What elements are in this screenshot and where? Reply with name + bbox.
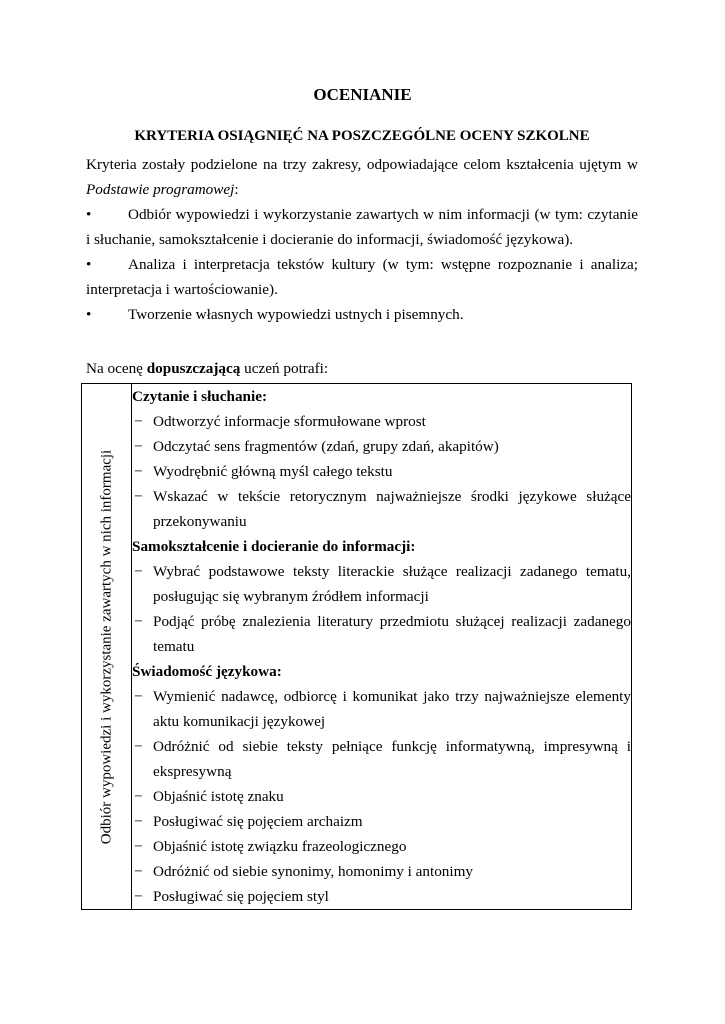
- scope-item-text: Tworzenie własnych wypowiedzi ustnych i pisemnych.: [128, 306, 464, 323]
- criteria-list: [132, 559, 631, 659]
- criteria-item-text: Odczytać sens fragmentów (zdań, grupy zdań, akapitów): [153, 438, 499, 455]
- dash-icon: −: [134, 888, 143, 905]
- intro-text: Kryteria zostały podzielone na trzy zakresy, odpowiadające celom kształcenia ujętym w: [86, 156, 638, 173]
- criteria-item: [132, 684, 631, 734]
- dash-icon: −: [134, 463, 143, 480]
- criteria-item-text: Wskazać w tekście retorycznym najważniejsze środki językowe służące przekonywaniu: [153, 488, 631, 530]
- dash-icon: −: [134, 438, 143, 455]
- criteria-item-text: Odtworzyć informacje sformułowane wprost: [153, 413, 426, 430]
- scope-item-text: Analiza i interpretacja tekstów kultury (w tym: wstępne rozpoznanie i analiza; interpretacja i wartościowanie).: [86, 256, 638, 298]
- bullet-icon: •: [86, 306, 92, 323]
- scope-item: [86, 252, 638, 302]
- section-heading: Świadomość językowa:: [132, 663, 282, 680]
- grade-name: dopuszczającą: [146, 360, 241, 377]
- page-subtitle: KRYTERIA OSIĄGNIĘĆ NA POSZCZEGÓLNE OCENY SZKOLNE: [134, 128, 590, 144]
- criteria-item: [132, 459, 631, 484]
- criteria-item: [132, 609, 631, 659]
- criteria-item: [132, 834, 631, 859]
- dash-icon: −: [134, 738, 143, 755]
- grade-intro: [86, 356, 328, 381]
- intro-text-end: :: [234, 181, 239, 198]
- dash-icon: −: [134, 863, 143, 880]
- criteria-item-text: Posługiwać się pojęciem archaizm: [153, 813, 363, 830]
- criteria-item: [132, 859, 631, 884]
- scope-item: [86, 302, 638, 327]
- criteria-item-text: Odróżnić od siebie synonimy, homonimy i antonimy: [153, 863, 474, 880]
- grade-intro-after: uczeń potrafi:: [240, 360, 329, 377]
- criteria-content-cell: [132, 384, 632, 910]
- criteria-item: [132, 884, 631, 909]
- dash-icon: −: [134, 688, 143, 705]
- criteria-item-text: Podjąć próbę znalezienia literatury przedmiotu służącej realizacji zadanego tematu: [153, 613, 631, 655]
- bullet-icon: •: [86, 256, 92, 273]
- criteria-item-text: Wymienić nadawcę, odbiorcę i komunikat jako trzy najważniejsze elementy aktu komunikacji językowej: [153, 688, 631, 730]
- criteria-item: [132, 734, 631, 784]
- side-label: Odbiór wypowiedzi i wykorzystanie zawartych w nich informacji: [98, 449, 114, 844]
- dash-icon: −: [134, 813, 143, 830]
- criteria-list: [132, 684, 631, 909]
- grade-intro-before: Na ocenę: [86, 360, 147, 377]
- scope-item: [86, 202, 638, 252]
- criteria-list: [132, 409, 631, 534]
- intro-paragraph: [86, 152, 638, 202]
- side-label-cell: [82, 384, 132, 910]
- criteria-item: [132, 559, 631, 609]
- criteria-item-text: Odróżnić od siebie teksty pełniące funkcję informatywną, impresywną i ekspresywną: [153, 738, 631, 780]
- criteria-item-text: Wybrać podstawowe teksty literackie służące realizacji zadanego tematu, posługując się wybranym źródłem informacji: [153, 563, 631, 605]
- dash-icon: −: [134, 413, 143, 430]
- criteria-item: [132, 434, 631, 459]
- dash-icon: −: [134, 838, 143, 855]
- criteria-item-text: Wyodrębnić główną myśl całego tekstu: [153, 463, 393, 480]
- criteria-item: [132, 784, 631, 809]
- bullet-icon: •: [86, 206, 92, 223]
- section-heading: Samokształcenie i docieranie do informacji:: [132, 538, 416, 555]
- dash-icon: −: [134, 613, 143, 630]
- intro-italic: Podstawie programowej: [86, 181, 235, 198]
- dash-icon: −: [134, 788, 143, 805]
- criteria-item-text: Objaśnić istotę związku frazeologicznego: [153, 838, 407, 855]
- section-heading: Czytanie i słuchanie:: [132, 388, 267, 405]
- criteria-row: [82, 384, 632, 910]
- criteria-item: [132, 409, 631, 434]
- page-title: OCENIANIE: [313, 85, 412, 104]
- criteria-item-text: Posługiwać się pojęciem styl: [153, 888, 329, 905]
- dash-icon: −: [134, 563, 143, 580]
- scope-item-text: Odbiór wypowiedzi i wykorzystanie zawartych w nim informacji (w tym: czytanie i słuchanie, samokształcenie i docieranie do informacji, świadomość językowa).: [86, 206, 638, 248]
- criteria-item: [132, 484, 631, 534]
- criteria-table: [81, 383, 632, 910]
- dash-icon: −: [134, 488, 143, 505]
- scope-list: [86, 202, 638, 327]
- criteria-item-text: Objaśnić istotę znaku: [153, 788, 284, 805]
- intro-block: [86, 152, 638, 327]
- criteria-item: [132, 809, 631, 834]
